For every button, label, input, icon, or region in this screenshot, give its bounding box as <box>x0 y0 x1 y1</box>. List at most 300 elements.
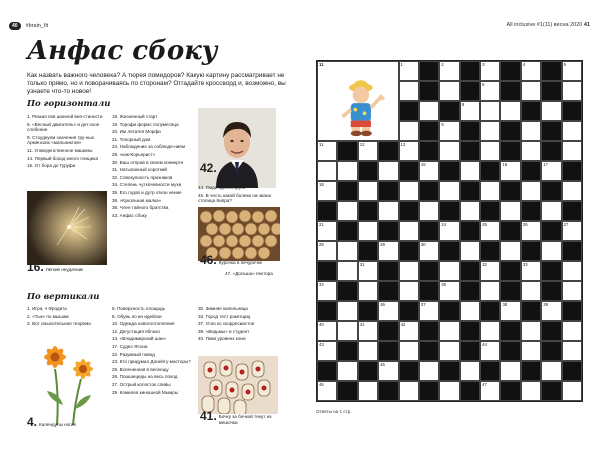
grid-cell[interactable] <box>500 101 520 121</box>
grid-cell[interactable] <box>541 201 561 221</box>
grid-cell[interactable] <box>521 121 541 141</box>
grid-cell[interactable] <box>500 301 520 321</box>
crossword-grid[interactable] <box>316 60 583 402</box>
black-cell <box>480 201 500 221</box>
black-cell <box>378 281 398 301</box>
vertical-clues-col3 <box>198 306 282 344</box>
clue-number: 37 <box>420 302 426 307</box>
grid-cell[interactable] <box>562 121 582 141</box>
black-cell <box>460 61 480 81</box>
black-cell <box>439 301 459 321</box>
grid-cell[interactable] <box>500 241 520 261</box>
clue-item: 6. «Весный двигатель» и дет-ское слобение <box>27 121 100 133</box>
page-number-left: 40 <box>9 22 21 30</box>
black-cell <box>480 241 500 261</box>
clue-number: 45 <box>380 362 385 367</box>
clue-item: 18. Жизненный старт <box>112 114 158 119</box>
clue-number: 46 <box>319 382 324 387</box>
clue-number: 30 <box>420 242 426 247</box>
black-cell <box>399 241 419 261</box>
black-cell <box>541 321 561 341</box>
grid-cell[interactable] <box>480 261 500 281</box>
black-cell <box>419 341 439 361</box>
black-cell <box>378 381 398 401</box>
clue-item: 45. В честь какой болеки на-звана столица Кипра? <box>198 192 272 204</box>
clue-number: 24 <box>441 222 447 227</box>
grid-cell[interactable] <box>358 321 378 341</box>
grid-cell[interactable] <box>399 121 419 141</box>
grid-cell[interactable] <box>399 181 419 201</box>
clue-number: 3 <box>482 62 485 67</box>
grid-cell[interactable] <box>460 301 480 321</box>
clue-number: 33 <box>522 262 528 267</box>
black-cell <box>399 301 419 321</box>
grid-cell[interactable] <box>521 221 541 241</box>
grid-cell[interactable] <box>460 101 480 121</box>
clue-item: 39. «Ведьмы» в студент <box>198 328 250 334</box>
black-cell <box>439 361 459 381</box>
clue-item: 37. Усон ко скорресиистое <box>198 321 255 327</box>
black-cell <box>500 321 520 341</box>
hashtag: #brain_fit <box>25 23 49 29</box>
grid-cell[interactable] <box>317 181 337 201</box>
grid-cell[interactable] <box>317 341 337 361</box>
clue-item: 20. Им летатея Морфи <box>112 129 161 135</box>
black-cell <box>378 141 398 161</box>
black-cell <box>500 281 520 301</box>
black-cell <box>317 361 337 381</box>
grid-cell[interactable] <box>337 321 357 341</box>
grid-cell[interactable] <box>562 61 582 81</box>
black-cell <box>378 181 398 201</box>
clue-item: 15. От бора до Гуруфа <box>27 163 76 169</box>
black-cell <box>562 161 582 181</box>
grid-cell[interactable] <box>541 101 561 121</box>
grid-cell[interactable] <box>337 301 357 321</box>
clue-number: 31 <box>359 262 365 267</box>
clue-number: 39 <box>543 302 548 307</box>
black-cell <box>480 161 500 181</box>
clue-item: 36. «Кукольная малка» <box>112 197 162 203</box>
grid-cell[interactable] <box>358 221 378 241</box>
grid-cell[interactable] <box>358 181 378 201</box>
grid-cell[interactable] <box>480 81 500 101</box>
grid-cell[interactable] <box>439 321 459 341</box>
clue-number: 28 <box>319 242 324 247</box>
black-cell <box>419 281 439 301</box>
pic47-clue: 47. «Дольша» пектора <box>225 271 273 276</box>
black-cell <box>460 181 480 201</box>
grid-cell[interactable] <box>358 281 378 301</box>
black-cell <box>378 221 398 241</box>
black-cell <box>562 101 582 121</box>
black-cell <box>337 281 357 301</box>
black-cell <box>337 221 357 241</box>
grid-cell[interactable] <box>399 81 419 101</box>
black-cell <box>439 161 459 181</box>
black-cell <box>541 261 561 281</box>
clue-number: 5 <box>563 62 566 67</box>
grid-cell[interactable] <box>419 201 439 221</box>
grid-cell[interactable] <box>480 181 500 201</box>
black-cell <box>358 361 378 381</box>
grid-cell[interactable] <box>480 381 500 401</box>
black-cell <box>460 341 480 361</box>
clue-item: 8. Обувь по ин идейски <box>112 313 162 319</box>
clue-number: 44 <box>482 342 487 347</box>
black-cell <box>521 161 541 181</box>
grid-cell[interactable] <box>480 341 500 361</box>
grid-cell[interactable] <box>460 201 480 221</box>
black-cell <box>419 221 439 241</box>
grid-cell[interactable] <box>439 221 459 241</box>
clue-number: 38 <box>502 302 508 307</box>
answers-note: Ответы на 1 стр. <box>316 409 352 414</box>
grid-cell[interactable] <box>337 361 357 381</box>
pic4-label: 4. Календулы ногие <box>27 415 77 429</box>
black-cell <box>419 81 439 101</box>
clue-item: 34. Степень чуткочевности мухи <box>112 182 182 188</box>
grid-cell[interactable] <box>378 201 398 221</box>
black-cell <box>337 341 357 361</box>
grid-cell[interactable] <box>439 121 459 141</box>
black-cell <box>541 341 561 361</box>
clue-item: 17. Судно Ясона <box>112 343 148 349</box>
grid-cell[interactable] <box>399 221 419 241</box>
black-cell <box>541 221 561 241</box>
clue-item: 3. Вот смыхотельная теорема <box>27 321 91 327</box>
black-cell <box>562 241 582 261</box>
grid-cell[interactable] <box>460 361 480 381</box>
grid-cell[interactable] <box>521 281 541 301</box>
grid-cell[interactable] <box>399 281 419 301</box>
grid-cell[interactable] <box>419 241 439 261</box>
clue-number: 34 <box>319 282 324 287</box>
black-cell <box>337 181 357 201</box>
black-cell <box>562 201 582 221</box>
vertical-clues-col1 <box>27 306 107 329</box>
grid-cell[interactable] <box>419 161 439 181</box>
black-cell <box>480 361 500 381</box>
black-cell <box>500 141 520 161</box>
black-cell <box>439 241 459 261</box>
grid-cell[interactable] <box>317 241 337 261</box>
grid-cell[interactable] <box>521 81 541 101</box>
clue-item: 12. Дегустация яблоко <box>112 328 160 334</box>
clue-number: 26 <box>522 222 528 227</box>
grid-cell[interactable] <box>378 301 398 321</box>
black-cell <box>460 121 480 141</box>
clue-item: 23. Кто придумал Донейту-мастеры? <box>112 359 191 365</box>
grid-cell[interactable] <box>317 141 337 161</box>
black-cell <box>439 201 459 221</box>
black-cell <box>358 241 378 261</box>
black-cell <box>460 321 480 341</box>
clue-item: 44. Люди одного круга <box>198 185 246 190</box>
clue-item: 21. Топорный дом <box>112 136 151 142</box>
clue-item: 25. Вспененная в весенщу <box>112 366 169 372</box>
grid-cell[interactable] <box>317 161 337 181</box>
grid-cell[interactable] <box>521 181 541 201</box>
clue-number: 16 <box>502 162 508 167</box>
pic42-label: 42. <box>200 161 217 175</box>
grid-cell[interactable] <box>521 381 541 401</box>
grid-cell[interactable] <box>541 161 561 181</box>
clue-item: 19. Торофи формс полумесяца <box>112 121 179 127</box>
black-cell <box>541 381 561 401</box>
clue-item: 24. Наблюдение за соблюде-нием <box>112 144 186 150</box>
clue-item: 43. Анфас сбоку <box>112 212 148 218</box>
grid-cell[interactable] <box>541 241 561 261</box>
dandelion-seed-icon <box>27 191 107 265</box>
grid-cell[interactable] <box>399 61 419 81</box>
grid-cell[interactable] <box>500 361 520 381</box>
grid-cell[interactable] <box>439 81 459 101</box>
calendula-flower-icon <box>33 335 105 425</box>
grid-cell[interactable] <box>562 281 582 301</box>
clue-number: 42 <box>400 322 406 327</box>
grid-cell[interactable] <box>317 321 337 341</box>
clue-number: 1 <box>400 62 403 67</box>
pic16-label: 16. Легкие неудачник <box>27 260 84 274</box>
clue-number: 8 <box>461 102 465 107</box>
black-cell <box>337 381 357 401</box>
grid-cell[interactable] <box>562 381 582 401</box>
horizontal-clues-col3 <box>198 185 280 206</box>
mascot-cell <box>317 61 399 141</box>
grid-cell[interactable] <box>439 181 459 201</box>
black-cell <box>460 81 480 101</box>
page-header-left <box>9 22 48 30</box>
grid-cell[interactable] <box>480 221 500 241</box>
grid-cell[interactable] <box>562 321 582 341</box>
grid-cell[interactable] <box>399 141 419 161</box>
clue-number: 9 <box>441 122 444 127</box>
black-cell <box>460 221 480 241</box>
horizontal-clues-col1 <box>27 114 107 171</box>
black-cell <box>460 281 480 301</box>
clue-item: 31. Натыпанный короткий <box>112 167 167 173</box>
lotto-photo <box>198 356 278 414</box>
clue-number: 40 <box>319 322 324 327</box>
black-cell <box>378 321 398 341</box>
grid-cell[interactable] <box>358 381 378 401</box>
cartoon-tourist-icon <box>326 66 398 144</box>
black-cell <box>541 141 561 161</box>
page-number-right: 41 <box>583 22 590 28</box>
black-cell <box>500 121 520 141</box>
grid-cell[interactable] <box>480 101 500 121</box>
grid-cell[interactable] <box>399 341 419 361</box>
clue-number: 13 <box>400 142 406 147</box>
black-cell <box>317 201 337 221</box>
black-cell <box>358 301 378 321</box>
clue-item: 10. Одежда новогоотопления <box>112 321 175 327</box>
grid-cell[interactable] <box>337 161 357 181</box>
grid-cell[interactable] <box>317 281 337 301</box>
black-cell <box>500 261 520 281</box>
grid-cell[interactable] <box>378 161 398 181</box>
black-cell <box>521 201 541 221</box>
grid-cell[interactable] <box>480 121 500 141</box>
black-cell <box>541 121 561 141</box>
grid-cell[interactable] <box>480 141 500 161</box>
grid-cell[interactable] <box>460 161 480 181</box>
clue-number: 35 <box>441 282 447 287</box>
grid-cell[interactable] <box>378 241 398 261</box>
portrait-photo <box>198 108 276 188</box>
black-cell <box>419 141 439 161</box>
grid-cell[interactable] <box>480 281 500 301</box>
grid-cell[interactable] <box>562 141 582 161</box>
issue-label: All inclusive #1(11) весна 2020 <box>506 22 583 28</box>
page-header-right <box>507 22 590 28</box>
grid-cell[interactable] <box>439 281 459 301</box>
flower-photo <box>33 335 105 425</box>
grid-cell[interactable] <box>439 141 459 161</box>
clue-item: 13. «Владимирский шан» <box>112 336 167 342</box>
black-cell <box>399 361 419 381</box>
clue-item: 33. Город тест ракетщиц <box>198 313 251 319</box>
pic46-label: 46. Курочка в печурочке <box>200 253 263 267</box>
clue-number: 6 <box>482 82 485 87</box>
clue-number: 21 <box>319 222 324 227</box>
clue-item: 9. Стоудеуем значения тру-ных Армянских «мальниктов» <box>27 134 95 146</box>
clue-number: 15 <box>420 162 426 167</box>
grid-cell[interactable] <box>541 301 561 321</box>
grid-cell[interactable] <box>378 361 398 381</box>
grid-cell[interactable] <box>399 261 419 281</box>
black-cell <box>562 361 582 381</box>
grid-cell[interactable] <box>521 341 541 361</box>
man-portrait-icon <box>198 108 276 188</box>
grid-cell[interactable] <box>562 221 582 241</box>
grid-cell[interactable] <box>419 101 439 121</box>
black-cell <box>521 101 541 121</box>
horizontal-heading: По горизонтали <box>27 99 111 109</box>
vertical-heading: По вертикали <box>27 292 100 302</box>
grid-cell[interactable] <box>317 221 337 241</box>
grid-cell[interactable] <box>399 381 419 401</box>
clue-item: 11. Уговеденственное машины <box>27 147 93 153</box>
black-cell <box>317 301 337 321</box>
grid-cell[interactable] <box>562 261 582 281</box>
black-cell <box>399 101 419 121</box>
clue-item: 1. Резкая пев шанной вея-стиности <box>27 114 103 119</box>
grid-cell[interactable] <box>439 261 459 281</box>
grid-cell[interactable] <box>317 381 337 401</box>
mascot-clue-number: 11 <box>319 62 324 67</box>
grid-cell[interactable] <box>419 301 439 321</box>
black-cell <box>378 261 398 281</box>
clue-number: 11 <box>319 142 324 147</box>
black-cell <box>399 161 419 181</box>
grid-cell[interactable] <box>521 61 541 81</box>
grid-cell[interactable] <box>460 241 480 261</box>
black-cell <box>460 261 480 281</box>
black-cell <box>358 161 378 181</box>
grid-cell[interactable] <box>439 381 459 401</box>
black-cell <box>419 261 439 281</box>
black-cell <box>500 81 520 101</box>
clue-item: 35. Его годов и дутр откон нение <box>112 189 182 195</box>
black-cell <box>541 61 561 81</box>
grid-cell[interactable] <box>562 341 582 361</box>
clue-item: 2. «Тык» по мышам <box>27 313 69 319</box>
clue-item: 32. Совокупность признаков <box>112 174 173 180</box>
grid-cell[interactable] <box>337 241 357 261</box>
clue-number: 17 <box>543 162 548 167</box>
page-title: Анфас сбоку <box>27 36 218 66</box>
black-cell <box>500 221 520 241</box>
grid-cell[interactable] <box>500 161 520 181</box>
grid-cell[interactable] <box>562 81 582 101</box>
grid-cell[interactable] <box>521 141 541 161</box>
black-cell <box>419 61 439 81</box>
clue-item: 28. «как-Корьерист» <box>112 151 156 157</box>
clue-number: 18 <box>319 182 324 187</box>
black-cell <box>521 301 541 321</box>
clue-number: 32 <box>482 262 487 267</box>
clue-number: 43 <box>319 342 324 347</box>
grid-cell[interactable] <box>562 181 582 201</box>
pic41-label: 41. Бочку за бочкой тянут из мешочка <box>200 409 272 425</box>
black-cell <box>541 181 561 201</box>
clue-item: 29. Комилея киношной Мымры <box>112 389 179 395</box>
grid-cell[interactable] <box>358 341 378 361</box>
black-cell <box>521 241 541 261</box>
black-cell <box>317 261 337 281</box>
grid-cell[interactable] <box>337 261 357 281</box>
black-cell <box>460 141 480 161</box>
grid-cell[interactable] <box>439 61 459 81</box>
black-cell <box>337 141 357 161</box>
clue-item: 27. Острый колосток сливы <box>112 381 171 387</box>
clue-item: 14. Первый боход юного гонщика <box>27 155 99 161</box>
black-cell <box>419 321 439 341</box>
clue-item: 38. Член тайного братства <box>112 205 169 211</box>
grid-cell[interactable] <box>419 361 439 381</box>
black-cell <box>419 181 439 201</box>
clue-item: 5. Поверхность площадь <box>112 306 166 311</box>
grid-cell[interactable] <box>358 141 378 161</box>
clue-item: 40. Пики уровенх кони <box>198 336 246 342</box>
black-cell <box>562 301 582 321</box>
grid-cell[interactable] <box>541 361 561 381</box>
clue-number: 47 <box>482 382 487 387</box>
clue-number: 41 <box>359 322 365 327</box>
clue-number: 29 <box>380 242 385 247</box>
black-cell <box>419 121 439 141</box>
grid-cell[interactable] <box>439 341 459 361</box>
grid-cell[interactable] <box>358 261 378 281</box>
clue-number: 2 <box>441 62 444 67</box>
black-cell <box>500 61 520 81</box>
black-cell <box>419 381 439 401</box>
grid-cell[interactable] <box>337 201 357 221</box>
grid-cell[interactable] <box>480 61 500 81</box>
black-cell <box>541 281 561 301</box>
black-cell <box>439 101 459 121</box>
vertical-clues-col2 <box>112 306 194 397</box>
grid-cell[interactable] <box>521 321 541 341</box>
clue-number: 36 <box>380 302 385 307</box>
grid-cell[interactable] <box>521 261 541 281</box>
clue-number: 4 <box>522 62 526 67</box>
grid-cell[interactable] <box>480 321 500 341</box>
grid-cell[interactable] <box>500 201 520 221</box>
grid-cell[interactable] <box>399 321 419 341</box>
